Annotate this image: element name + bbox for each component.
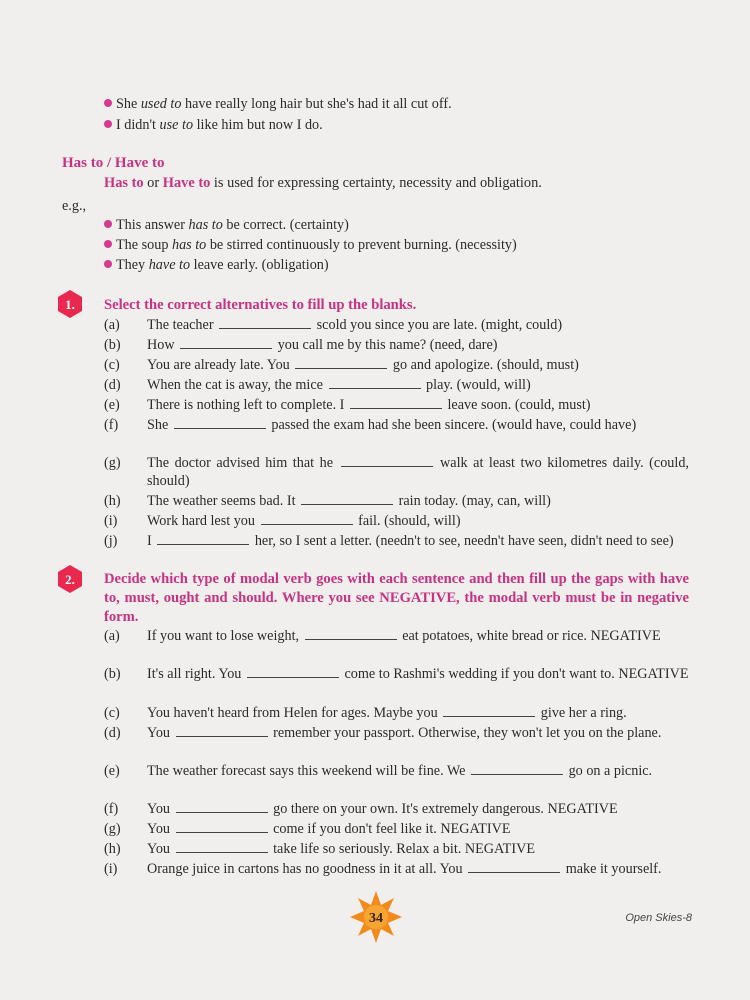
item-label: (b) bbox=[104, 337, 121, 353]
ex1-item-e bbox=[104, 396, 689, 414]
exercise-1-number: 1. bbox=[65, 297, 75, 312]
exercise-2-number: 2. bbox=[65, 572, 75, 587]
answer-blank[interactable] bbox=[305, 627, 397, 640]
answer-blank[interactable] bbox=[261, 512, 353, 525]
item-label: (c) bbox=[104, 705, 120, 721]
item-label: (i) bbox=[104, 861, 118, 877]
answer-blank[interactable] bbox=[295, 356, 387, 369]
ex1-item-i bbox=[104, 512, 689, 530]
item-text: The teacher bbox=[147, 317, 218, 333]
item-text: Work hard lest you bbox=[147, 513, 259, 529]
answer-blank[interactable] bbox=[247, 665, 339, 678]
item-label: (a) bbox=[104, 628, 120, 644]
bullet-text: She bbox=[116, 96, 141, 112]
item-text: passed the exam had she been sincere. (would have, could have) bbox=[267, 417, 637, 433]
bullet-emphasis: has to bbox=[171, 237, 207, 253]
answer-blank[interactable] bbox=[350, 396, 442, 409]
item-text: There is nothing left to complete. I bbox=[147, 397, 348, 413]
bullet-emphasis: have to bbox=[148, 257, 191, 273]
item-text: You bbox=[147, 821, 174, 837]
item-text: take life so seriously. Relax a bit. NEGATIVE bbox=[269, 841, 535, 857]
item-text: The weather forecast says this weekend will be fine. We bbox=[147, 763, 470, 779]
ex2-item-e bbox=[104, 762, 689, 780]
section-heading: Has to / Have to bbox=[62, 155, 165, 171]
answer-blank[interactable] bbox=[176, 820, 268, 833]
exercise-2-title: Decide which type of modal verb goes with each sentence and then fill up the gaps with have to, must, ought and should. Where you see NEGATIVE, the modal verb must be in negative form. bbox=[104, 571, 689, 625]
item-text: eat potatoes, white bread or rice. NEGATIVE bbox=[398, 628, 661, 644]
answer-blank[interactable] bbox=[471, 762, 563, 775]
item-label: (a) bbox=[104, 317, 120, 333]
item-text: fail. (should, will) bbox=[354, 513, 461, 529]
section-intro bbox=[104, 175, 542, 192]
item-text: play. (would, will) bbox=[422, 377, 531, 393]
answer-blank[interactable] bbox=[468, 860, 560, 873]
eg-label: e.g., bbox=[62, 198, 87, 214]
intro-bullet-2 bbox=[104, 115, 323, 135]
item-label: (h) bbox=[104, 493, 121, 509]
ex2-item-a bbox=[104, 627, 689, 645]
term-has-to: Has to bbox=[104, 175, 144, 191]
bullet-emphasis: used to bbox=[140, 96, 182, 112]
item-text: It's all right. You bbox=[147, 666, 245, 682]
item-text: You are already late. You bbox=[147, 357, 294, 373]
item-text: her, so I sent a letter. (needn't to see, needn't have seen, didn't need to see) bbox=[251, 533, 674, 549]
term-have-to: Have to bbox=[162, 175, 211, 191]
answer-blank[interactable] bbox=[174, 416, 266, 429]
bullet-dot-icon bbox=[104, 220, 112, 228]
ex2-item-h bbox=[104, 840, 689, 858]
answer-blank[interactable] bbox=[329, 376, 421, 389]
ex1-item-d bbox=[104, 376, 689, 394]
item-text: go on a picnic. bbox=[565, 763, 653, 779]
ex1-item-b bbox=[104, 336, 689, 354]
item-text: You bbox=[147, 801, 174, 817]
bullet-text: They bbox=[116, 257, 149, 273]
item-text: remember your passport. Otherwise, they won't let you on the plane. bbox=[269, 725, 662, 741]
answer-blank[interactable] bbox=[341, 454, 433, 467]
item-text: She bbox=[147, 417, 172, 433]
ex2-item-i bbox=[104, 860, 689, 878]
item-text: come to Rashmi's wedding if you don't want to. NEGATIVE bbox=[340, 666, 689, 682]
intro-text: or bbox=[143, 175, 163, 191]
item-text: leave soon. (could, must) bbox=[443, 397, 591, 413]
ex1-item-g bbox=[104, 454, 689, 490]
item-label: (g) bbox=[104, 455, 121, 471]
item-label: (d) bbox=[104, 377, 121, 393]
item-text: go and apologize. (should, must) bbox=[389, 357, 579, 373]
ex2-item-b bbox=[104, 665, 689, 683]
ex1-item-j bbox=[104, 532, 689, 550]
ex1-item-a bbox=[104, 316, 689, 334]
bullet-emphasis: use to bbox=[159, 117, 194, 133]
exercise-1-title: Select the correct alternatives to fill up the blanks. bbox=[104, 297, 417, 313]
footer-book-title: Open Skies-8 bbox=[625, 912, 692, 924]
item-label: (f) bbox=[104, 801, 119, 817]
example-bullet-3 bbox=[104, 255, 329, 275]
answer-blank[interactable] bbox=[176, 800, 268, 813]
item-label: (c) bbox=[104, 357, 120, 373]
bullet-text: have really long hair but she's had it all cut off. bbox=[181, 96, 452, 112]
item-text: make it yourself. bbox=[562, 861, 662, 877]
item-label: (e) bbox=[104, 397, 120, 413]
ex2-item-c bbox=[104, 704, 689, 722]
item-text: you call me by this name? (need, dare) bbox=[274, 337, 498, 353]
item-text: The doctor advised him that he bbox=[147, 455, 339, 471]
ex1-item-h bbox=[104, 492, 689, 510]
item-text: rain today. (may, can, will) bbox=[395, 493, 551, 509]
item-text: give her a ring. bbox=[537, 705, 627, 721]
bullet-dot-icon bbox=[104, 99, 112, 107]
bullet-dot-icon bbox=[104, 240, 112, 248]
item-label: (i) bbox=[104, 513, 118, 529]
ex2-item-g bbox=[104, 820, 689, 838]
ex1-item-c bbox=[104, 356, 689, 374]
item-text: come if you don't feel like it. NEGATIVE bbox=[269, 821, 511, 837]
item-text: You bbox=[147, 725, 174, 741]
bullet-dot-icon bbox=[104, 120, 112, 128]
item-label: (e) bbox=[104, 763, 120, 779]
bullet-text: be stirred continuously to prevent burning. (necessity) bbox=[206, 237, 517, 253]
item-text: The weather seems bad. It bbox=[147, 493, 300, 509]
item-label: (b) bbox=[104, 666, 121, 682]
item-label: (d) bbox=[104, 725, 121, 741]
intro-bullet-1 bbox=[104, 94, 452, 114]
answer-blank[interactable] bbox=[443, 704, 535, 717]
item-label: (h) bbox=[104, 841, 121, 857]
page-number-badge bbox=[349, 890, 403, 944]
page-number: 34 bbox=[369, 911, 383, 926]
item-label: (g) bbox=[104, 821, 121, 837]
item-text: go there on your own. It's extremely dangerous. NEGATIVE bbox=[269, 801, 618, 817]
item-text: How bbox=[147, 337, 179, 353]
bullet-text: like him but now I do. bbox=[193, 117, 323, 133]
exercise-1-badge bbox=[55, 289, 85, 319]
ex2-item-d bbox=[104, 724, 689, 742]
ex1-item-f bbox=[104, 416, 689, 434]
answer-blank[interactable] bbox=[180, 336, 272, 349]
ex2-item-f bbox=[104, 800, 689, 818]
item-label: (f) bbox=[104, 417, 119, 433]
example-bullet-2 bbox=[104, 235, 517, 255]
item-text: walk at least two kilometres daily. (could, should) bbox=[147, 455, 689, 489]
bullet-dot-icon bbox=[104, 260, 112, 268]
bullet-emphasis: has to bbox=[188, 217, 223, 233]
answer-blank[interactable] bbox=[176, 840, 268, 853]
item-label: (j) bbox=[104, 533, 118, 549]
answer-blank[interactable] bbox=[157, 532, 249, 545]
intro-text: is used for expressing certainty, necessity and obligation. bbox=[210, 175, 542, 191]
item-text: If you want to lose weight, bbox=[147, 628, 303, 644]
bullet-text: be correct. (certainty) bbox=[222, 217, 349, 233]
item-text: You haven't heard from Helen for ages. Maybe you bbox=[147, 705, 442, 721]
example-bullet-1 bbox=[104, 215, 349, 235]
answer-blank[interactable] bbox=[301, 492, 393, 505]
item-text: You bbox=[147, 841, 174, 857]
answer-blank[interactable] bbox=[176, 724, 268, 737]
bullet-text: This answer bbox=[116, 217, 189, 233]
bullet-text: leave early. (obligation) bbox=[190, 257, 329, 273]
bullet-text: I didn't bbox=[116, 117, 160, 133]
item-text: scold you since you are late. (might, could) bbox=[313, 317, 563, 333]
bullet-text: The soup bbox=[116, 237, 172, 253]
item-text: I bbox=[147, 533, 156, 549]
answer-blank[interactable] bbox=[219, 316, 311, 329]
item-text: When the cat is away, the mice bbox=[147, 377, 327, 393]
exercise-2-badge bbox=[55, 564, 85, 594]
item-text: Orange juice in cartons has no goodness in it at all. You bbox=[147, 861, 467, 877]
